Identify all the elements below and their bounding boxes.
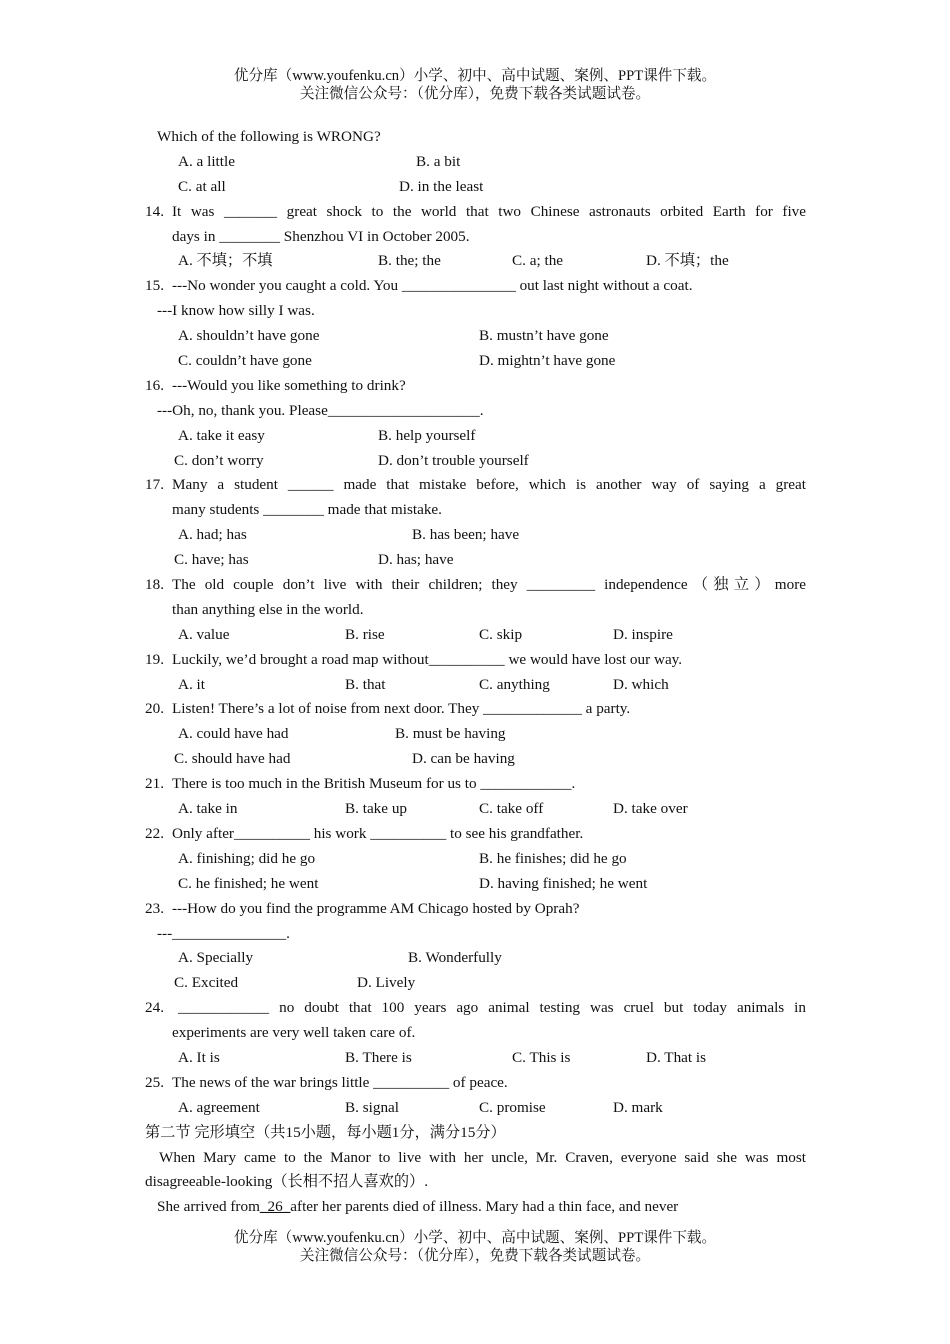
q14-stem-1: It was _______ great shock to the world that two Chinese astronauts orbited Earth for five [172, 202, 806, 220]
q13-options-row-2 [0, 175, 950, 200]
q22-option-a[interactable]: A. finishing; did he go [178, 849, 316, 867]
q23-option-a[interactable]: A. Specially [178, 949, 254, 967]
q17-stem-2: many students ________ made that mistake. [172, 501, 442, 519]
q17-line-2 [0, 498, 950, 523]
q19-option-b[interactable]: B. that [345, 675, 386, 693]
header-line-1: 优分库（www.youfenku.cn）小学、初中、高中试题、案例、PPT课件下载。 [233, 68, 717, 84]
q14-stem-2: days in ________ Shenzhou VI in October 2005. [172, 227, 470, 245]
q19-options [0, 673, 950, 698]
q25-option-a[interactable]: A. agreement [178, 1098, 260, 1116]
header-line-2: 关注微信公众号：（优分库），免费下载各类试题试卷。 [299, 86, 651, 102]
q15-option-d[interactable]: D. mightn’t have gone [479, 352, 616, 370]
exam-content [0, 125, 950, 1220]
cloze-blank-26[interactable]: _26_ [259, 1198, 291, 1216]
q13-option-a[interactable]: A. a little [178, 152, 235, 170]
q24-option-c[interactable]: C. This is [512, 1048, 571, 1066]
q19-option-d[interactable]: D. which [613, 675, 669, 693]
q22-option-b[interactable]: B. he finishes; did he go [479, 849, 627, 867]
passage-line-2 [0, 1170, 950, 1195]
q23-option-d[interactable]: D. Lively [357, 974, 416, 992]
q20-option-a[interactable]: A. could have had [178, 725, 289, 743]
q15-stem-1: ---No wonder you caught a cold. You _______________ out last night without a coat. [172, 277, 693, 295]
q16-option-a[interactable]: A. take it easy [178, 426, 265, 444]
passage-p1-line-1: When Mary came to the Manor to live with her uncle, Mr. Craven, everyone said she was most [159, 1148, 806, 1166]
q22-options-row-2 [0, 872, 950, 897]
q13-option-d[interactable]: D. in the least [399, 177, 484, 195]
q23-options-row-2 [0, 971, 950, 996]
q25-line-1 [0, 1071, 950, 1096]
q21-option-d[interactable]: D. take over [613, 800, 688, 818]
q18-number: 18. [145, 576, 164, 594]
q19-line-1 [0, 648, 950, 673]
q16-option-b[interactable]: B. help yourself [378, 426, 476, 444]
q15-stem-2: ---I know how silly I was. [157, 302, 315, 320]
q15-option-b[interactable]: B. mustn’t have gone [479, 327, 609, 345]
q24-line-2 [0, 1021, 950, 1046]
q14-line-1 [0, 200, 950, 225]
q20-option-c[interactable]: C. should have had [174, 750, 291, 768]
q19-stem-1: Luckily, we’d brought a road map without__________ we would have lost our way. [172, 650, 683, 668]
q23-line-1 [0, 897, 950, 922]
q15-line-1 [0, 274, 950, 299]
q14-number: 14. [145, 202, 164, 220]
q15-options-row-1 [0, 324, 950, 349]
q16-line-1 [0, 374, 950, 399]
q17-option-b[interactable]: B. has been; have [412, 526, 520, 544]
q17-line-1 [0, 473, 950, 498]
q20-number: 20. [145, 700, 164, 718]
q24-stem-2: experiments are very well taken care of. [172, 1024, 416, 1042]
q16-line-2 [0, 399, 950, 424]
q25-stem-1: The news of the war brings little __________ of peace. [172, 1073, 508, 1091]
q21-number: 21. [145, 775, 164, 793]
q24-option-b[interactable]: B. There is [345, 1048, 412, 1066]
q15-number: 15. [145, 277, 164, 295]
q25-number: 25. [145, 1073, 164, 1091]
q13-stem: Which of the following is WRONG? [157, 128, 381, 145]
q23-stem-1: ---How do you find the programme AM Chicago hosted by Oprah? [172, 899, 580, 917]
q17-option-c[interactable]: C. have; has [174, 551, 249, 569]
q20-options-row-1 [0, 722, 950, 747]
q17-stem-1: Many a student ______ made that mistake before, which is another way of saying a great [172, 476, 806, 494]
q24-options [0, 1046, 950, 1071]
q20-options-row-2 [0, 747, 950, 772]
q14-option-a[interactable]: A. 不填；不填 [178, 252, 273, 270]
passage-p2-line [157, 1195, 678, 1220]
footer-line-2: 关注微信公众号：（优分库），免费下载各类试题试卷。 [299, 1248, 651, 1264]
page-footer [0, 1229, 950, 1265]
section2-title-line [0, 1121, 950, 1146]
q23-option-c[interactable]: C. Excited [174, 974, 239, 992]
q15-option-a[interactable]: A. shouldn’t have gone [178, 327, 320, 345]
q21-options [0, 797, 950, 822]
q22-line-1 [0, 822, 950, 847]
q16-option-c[interactable]: C. don’t worry [174, 451, 264, 469]
q18-option-d[interactable]: D. inspire [613, 625, 673, 643]
q16-option-d[interactable]: D. don’t trouble yourself [378, 451, 529, 469]
q23-option-b[interactable]: B. Wonderfully [408, 949, 502, 967]
q14-option-c[interactable]: C. a; the [512, 252, 564, 270]
q13-options-row-1 [0, 150, 950, 175]
q19-option-a[interactable]: A. it [178, 675, 206, 693]
passage-p1-line-2: disagreeable-looking（长相不招人喜欢的）. [145, 1173, 429, 1191]
q20-stem-1: Listen! There’s a lot of noise from next door. They _____________ a party. [172, 700, 631, 718]
q21-option-b[interactable]: B. take up [345, 800, 408, 818]
q19-option-c[interactable]: C. anything [479, 675, 550, 693]
q17-option-d[interactable]: D. has; have [378, 551, 454, 569]
q18-stem-1: The old couple don’t live with their children; they _________ independence（独立）more [172, 576, 806, 594]
q15-option-c[interactable]: C. couldn’t have gone [178, 352, 312, 370]
page-header [0, 67, 950, 103]
q22-options-row-1 [0, 847, 950, 872]
q21-option-c[interactable]: C. take off [479, 800, 544, 818]
q23-number: 23. [145, 899, 164, 917]
q17-option-a[interactable]: A. had; has [178, 526, 247, 544]
q22-option-d[interactable]: D. having finished; he went [479, 874, 648, 892]
q20-option-b[interactable]: B. must be having [395, 725, 506, 743]
q17-options-row-2 [0, 548, 950, 573]
q18-option-c[interactable]: C. skip [479, 625, 523, 643]
q18-option-b[interactable]: B. rise [345, 625, 385, 643]
q23-options-row-1 [0, 946, 950, 971]
passage-p2-post: after her parents died of illness. Mary had a thin face, and never [290, 1198, 679, 1216]
q16-number: 16. [145, 376, 164, 394]
q14-option-d[interactable]: D. 不填；the [646, 252, 729, 270]
q25-option-c[interactable]: C. promise [479, 1098, 546, 1116]
q14-options [0, 249, 950, 274]
q23-stem-2: ---_______________. [157, 924, 290, 942]
passage-line-3 [0, 1195, 950, 1220]
q22-number: 22. [145, 824, 164, 842]
q17-number: 17. [145, 476, 164, 494]
q14-option-b[interactable]: B. the; the [378, 252, 441, 270]
q18-line-1 [0, 573, 950, 598]
q15-options-row-2 [0, 349, 950, 374]
q24-option-d[interactable]: D. That is [646, 1048, 707, 1066]
q18-options [0, 623, 950, 648]
passage-line-1 [0, 1146, 950, 1171]
q24-stem-1: ____________ no doubt that 100 years ago animal testing was cruel but today animals in [178, 999, 806, 1017]
q20-option-d[interactable]: D. can be having [412, 750, 515, 768]
q16-options-row-2 [0, 449, 950, 474]
passage-p2-pre: She arrived from [157, 1198, 260, 1216]
q24-option-a[interactable]: A. It is [178, 1048, 220, 1066]
q20-line-1 [0, 697, 950, 722]
q13-stem-line [0, 125, 950, 150]
q21-line-1 [0, 772, 950, 797]
q21-option-a[interactable]: A. take in [178, 800, 238, 818]
q18-line-2 [0, 598, 950, 623]
q16-stem-1: ---Would you like something to drink? [172, 376, 406, 394]
q25-option-b[interactable]: B. signal [345, 1098, 400, 1116]
q24-number: 24. [145, 999, 164, 1017]
section2-title: 第二节 完形填空（共15小题，每小题1分，满分15分） [145, 1123, 506, 1141]
q25-options [0, 1096, 950, 1121]
q15-line-2 [0, 299, 950, 324]
footer-line-1: 优分库（www.youfenku.cn）小学、初中、高中试题、案例、PPT课件下载。 [233, 1230, 717, 1246]
q16-options-row-1 [0, 424, 950, 449]
q17-options-row-1 [0, 523, 950, 548]
q21-stem-1: There is too much in the British Museum for us to ____________. [172, 775, 576, 793]
q23-line-2 [0, 922, 950, 947]
q13-option-b[interactable]: B. a bit [416, 152, 461, 170]
q24-line-1 [0, 996, 950, 1021]
q22-option-c[interactable]: C. he finished; he went [178, 874, 319, 892]
q14-line-2 [0, 225, 950, 250]
q18-stem-2: than anything else in the world. [172, 600, 364, 618]
q25-option-d[interactable]: D. mark [613, 1098, 663, 1116]
q18-option-a[interactable]: A. value [178, 625, 230, 643]
q16-stem-2: ---Oh, no, thank you. Please____________________. [157, 401, 484, 419]
q22-stem-1: Only after__________ his work __________ to see his grandfather. [172, 824, 584, 842]
q13-option-c[interactable]: C. at all [178, 177, 226, 195]
q19-number: 19. [145, 650, 164, 668]
